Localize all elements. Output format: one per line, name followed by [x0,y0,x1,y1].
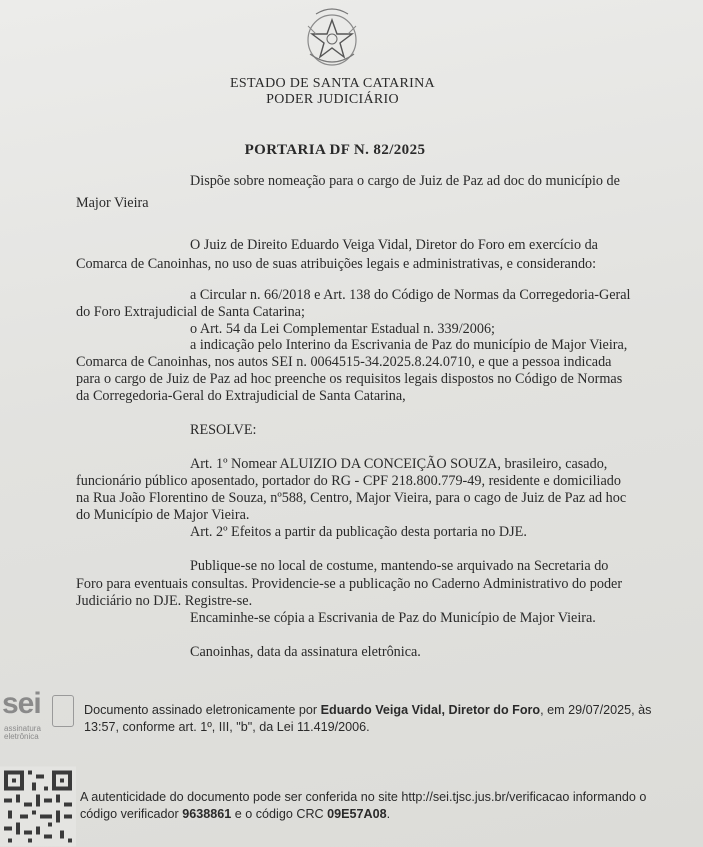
document-title: PORTARIA DF N. 82/2025 [244,142,426,158]
lock-icon [52,695,74,727]
publication-line-3: Judiciário no DJE. Registre-se. [76,593,253,609]
crc-code: 09E57A08 [327,807,387,821]
intro-line-2: Comarca de Canoinhas, no uso de suas atribuições legais e administrativas, e considerando: [76,256,597,272]
publication-line-2: Foro para eventuais consultas. Providencie-se a publicação no Caderno Administrativo do poder [76,576,623,592]
state-coat-of-arms-emblem [302,6,362,68]
judiciary-branch: PODER JUDICIÁRIO [266,92,399,107]
consideration-a-line-2: do Foro Extrajudicial de Santa Catarina; [76,304,305,320]
verification-line-1: A autenticidade do documento pode ser conferida no site http://sei.tjsc.jus.br/verificacao informando o [80,790,647,804]
verification-line-2: código verificador 9638861 e o código CRC 09E57A08. [80,807,391,821]
consideration-c-line-1: a indicação pelo Interino da Escrivania de Paz do município de Major Vieira, [190,337,628,353]
intro-line-1: O Juiz de Direito Eduardo Veiga Vidal, Diretor do Foro em exercício da [190,237,598,253]
summary-line-2: Major Vieira [76,195,149,211]
state-name: ESTADO DE SANTA CATARINA [230,76,435,91]
sei-signature-logo [0,687,78,749]
sei-logo-subtitle: assinatura eletrônica [4,724,41,741]
resolve-heading: RESOLVE: [190,422,257,438]
signature-line-1: Documento assinado eletronicamente por Eduardo Veiga Vidal, Diretor do Foro, em 29/07/2025, às [84,703,652,717]
place-and-date: Canoinhas, data da assinatura eletrônica. [190,644,421,660]
consideration-b: o Art. 54 da Lei Complementar Estadual n. 339/2006; [190,321,495,337]
article-1-line-4: do Município de Major Vieira. [76,507,250,523]
publication-line-1: Publique-se no local de costume, mantendo-se arquivado na Secretaria do [190,558,609,574]
summary-line-1: Dispõe sobre nomeação para o cargo de Juiz de Paz ad doc do município de [190,173,620,189]
consideration-a-line-1: a Circular n. 66/2018 e Art. 138 do Código de Normas da Corregedoria-Geral [190,287,631,303]
forward-instruction: Encaminhe-se cópia a Escrivania de Paz do Município de Major Vieira. [190,610,596,626]
article-1-line-3: na Rua João Florentino de Souza, nº588, Centro, Major Vieira, para o cago de Juiz de Paz ad hoc [76,490,627,506]
article-1-line-1: Art. 1º Nomear ALUIZIO DA CONCEIÇÃO SOUZA, brasileiro, casado, [190,456,608,472]
consideration-c-line-2: Comarca de Canoinhas, nos autos SEI n. 0064515-34.2025.8.24.0710, e que a pessoa indicada [76,354,612,370]
consideration-c-line-4: da Corregedoria-Geral do Extrajudicial de Santa Catarina, [76,388,406,404]
article-2: Art. 2º Efeitos a partir da publicação desta portaria no DJE. [190,524,527,540]
article-1-line-2: funcionário público aposentado, portador do RG - CPF 218.800.779-49, residente e domiciliado [76,473,621,489]
signer-name: Eduardo Veiga Vidal, Diretor do Foro [320,703,541,717]
verifier-code: 9638861 [182,807,232,821]
sei-logo-text: sei [2,687,41,720]
qr-code [0,766,76,847]
signature-line-2: 13:57, conforme art. 1º, III, "b", da Lei 11.419/2006. [84,720,370,734]
consideration-c-line-3: para o cargo de Juiz de Paz ad hoc preenche os requisitos legais dispostos no Código de Normas [76,371,623,387]
